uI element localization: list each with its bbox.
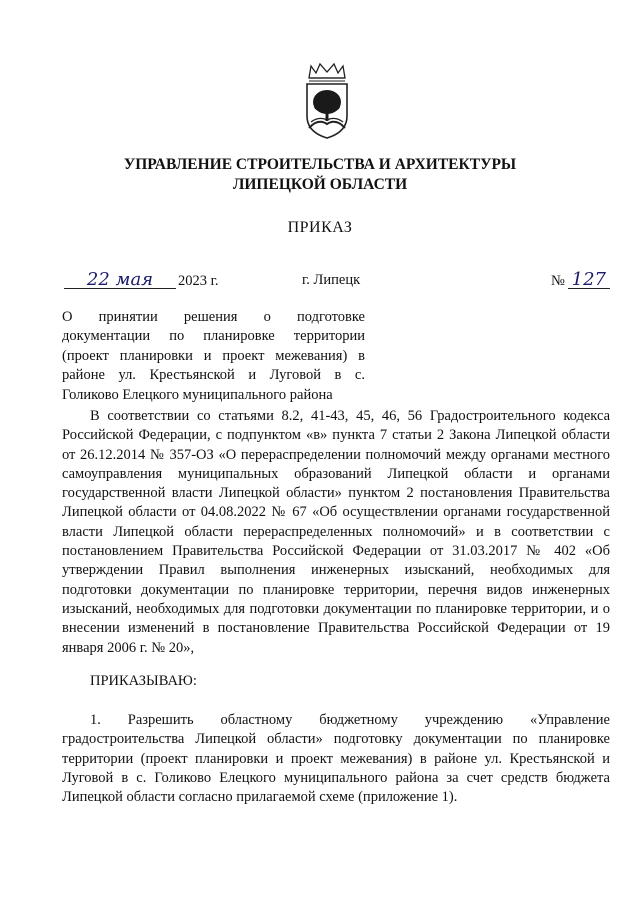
agency-name-line-1: УПРАВЛЕНИЕ СТРОИТЕЛЬСТВА И АРХИТЕКТУРЫ — [123, 156, 517, 173]
document-number — [551, 269, 610, 290]
document-year: 2023 г. — [178, 273, 219, 289]
document-date — [64, 269, 219, 290]
document-subject: О принятии решения о подготовке документации по планировке территории (проект планировки и проект межевания) в районе ул. Крестьянской и Луговой в с. Голиково Елецкого муниципального района — [62, 309, 365, 403]
document-type: ПРИКАЗ — [287, 219, 353, 236]
coat-of-arms-icon — [301, 62, 353, 140]
order-item-1: 1. Разрешить областному бюджетному учреждению «Управление градостроительства Липецкой области» подготовку документации по планировке территории (проект планировки и проект межевания) в районе ул. Крестьянской и Луговой в с. Голиково Елецкого муниципального района за счет средств бюджета Липецкой области согласно прилагаемой схеме (приложение 1). — [62, 712, 610, 806]
document-city: г. Липецк — [302, 272, 361, 288]
order-word: ПРИКАЗЫВАЮ: — [90, 673, 197, 689]
handwritten-number: 127 — [568, 272, 610, 289]
agency-name-line-2: ЛИПЕЦКОЙ ОБЛАСТИ — [232, 176, 408, 193]
preamble-paragraph: В соответствии со статьями 8.2, 41-43, 45, 46, 56 Градостроительного кодекса Российской Федерации, с подпунктом «в» пункта 7 статьи 2 Закона Липецкой области от 26.12.2014 № 357-ОЗ «О перераспределении полномочий между органами местного самоуправления муниципальных образований Липецкой области и органами государственной власти Липецкой области» пунктом 2 постановления Правительства Липецкой области от 04.08.2022 № 67 «Об осуществлении органами государственной власти Липецкой области перераспределенных полномочий» и в соответствии с постановлением Правительства Российской Федерации от 31.03.2017 № 402 «Об утверждении Правил выполнения инженерных изысканий, необходимых для подготовки документации по планировке территории, перечня видов инженерных изысканий, необходимых для подготовки документации по планировке территории, и о внесении изменений в постановление Правительства Российской Федерации от 19 января 2006 г. № 20», — [62, 408, 610, 656]
handwritten-date: 22 мая — [64, 272, 176, 289]
document-meta — [0, 269, 640, 294]
number-prefix: № — [551, 273, 565, 289]
